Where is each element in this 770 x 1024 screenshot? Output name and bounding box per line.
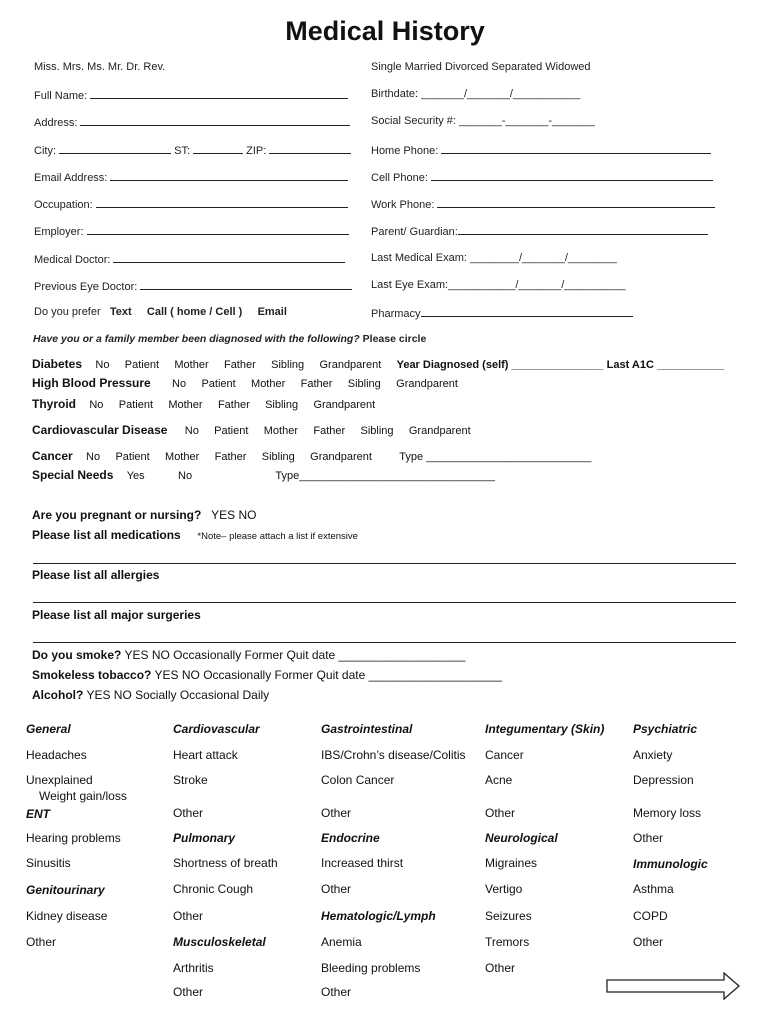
genitourinary-header: Genitourinary [26, 883, 105, 897]
pharmacy-field[interactable] [371, 306, 633, 320]
ssn-label: Social Security #: [371, 115, 456, 127]
family-history-question [33, 333, 426, 345]
option-grandparent[interactable]: Grandparent [313, 399, 376, 411]
employer-field[interactable] [34, 224, 349, 238]
last-medical-exam-blank: ________/_______/________ [470, 252, 617, 264]
item-other[interactable]: Other [26, 935, 57, 949]
prefer-label: Do you prefer [34, 306, 101, 318]
item-migraines[interactable]: Migraines [485, 856, 538, 870]
item-hearing-problems[interactable]: Hearing problems [26, 831, 121, 845]
email-line [110, 170, 348, 181]
medications-row [32, 528, 358, 542]
occupation-label: Occupation: [34, 199, 93, 211]
item-other[interactable]: Other [633, 831, 664, 845]
guardian-label: Parent/ Guardian: [371, 226, 458, 238]
birthdate-blank: _______/_______/___________ [421, 88, 581, 100]
item-anxiety[interactable]: Anxiety [633, 748, 673, 762]
tobacco-question: Smokeless tobacco? [32, 668, 152, 682]
endocrine-header: Endocrine [321, 831, 380, 845]
birthdate-label: Birthdate: [371, 88, 419, 100]
item-increased-thirst[interactable]: Increased thirst [321, 856, 404, 870]
option-grandparent[interactable]: Grandparent [310, 451, 372, 463]
cell-phone-field[interactable] [371, 170, 713, 184]
address-field[interactable] [34, 115, 350, 129]
prefer-email-option[interactable]: Email [257, 306, 287, 318]
hbp-label: High Blood Pressure [32, 376, 151, 390]
cardiovascular-disease-row[interactable] [32, 423, 483, 437]
state-line [193, 143, 243, 154]
option-patient[interactable]: Patient [118, 399, 153, 411]
option-sibling[interactable]: Sibling [261, 451, 295, 463]
city-label: City: [34, 145, 56, 157]
medications-line[interactable] [33, 563, 736, 564]
ssn-blank: _______-_______-_______ [459, 115, 595, 127]
last-a1c[interactable]: Last A1C ___________ [606, 359, 725, 371]
thyroid-label: Thyroid [32, 397, 76, 411]
special-needs-label: Special Needs [32, 468, 114, 482]
address-line [80, 115, 350, 126]
item-vertigo[interactable]: Vertigo [485, 882, 523, 896]
pulmonary-header: Pulmonary [173, 831, 236, 845]
item-sinusitis[interactable]: Sinusitis [26, 856, 71, 870]
item-chronic-cough[interactable]: Chronic Cough [173, 882, 254, 896]
medical-doctor-label: Medical Doctor: [34, 254, 111, 266]
option-grandparent[interactable]: Grandparent [319, 359, 382, 371]
medications-note: *Note– please attach a list if extensive [197, 531, 358, 542]
item-anemia[interactable]: Anemia [321, 935, 362, 949]
marital-status-options[interactable]: Single Married Divorced Separated Widowed [371, 61, 591, 73]
general-header: General [26, 722, 71, 736]
option-mother[interactable]: Mother [174, 359, 209, 371]
cancer-row[interactable] [32, 449, 603, 463]
full-name-line [90, 88, 348, 99]
item-skin-cancer[interactable]: Cancer [485, 748, 524, 762]
option-mother[interactable]: Mother [251, 378, 286, 390]
cancer-type[interactable]: Type ___________________________ [399, 451, 592, 463]
item-shortness-of-breath[interactable]: Shortness of breath [173, 856, 278, 870]
item-stroke[interactable]: Stroke [173, 773, 208, 787]
cell-phone-label: Cell Phone: [371, 172, 428, 184]
option-no[interactable]: No [86, 451, 101, 463]
option-patient[interactable]: Patient [124, 359, 160, 371]
item-ibs-crohns-colitis[interactable]: IBS/Crohn’s disease/Colitis [321, 748, 466, 762]
family-history-text: Have you or a family member been diagnosed with the following? [33, 333, 360, 345]
home-phone-line [441, 143, 711, 154]
page-title: Medical History [285, 16, 485, 46]
item-headaches[interactable]: Headaches [26, 748, 87, 762]
option-no[interactable]: No [184, 425, 199, 437]
option-patient[interactable]: Patient [201, 378, 236, 390]
city-line [59, 143, 171, 154]
city-field[interactable] [34, 143, 351, 157]
item-seizures[interactable]: Seizures [485, 909, 532, 923]
item-kidney-disease[interactable]: Kidney disease [26, 909, 108, 923]
medical-doctor-field[interactable] [34, 252, 345, 266]
last-eye-exam-label: Last Eye Exam: [371, 279, 449, 291]
option-yes[interactable]: Yes [126, 470, 145, 482]
hematologic-header: Hematologic/Lymph [321, 909, 436, 923]
allergies-question: Please list all allergies [32, 568, 160, 582]
tobacco-row[interactable] [32, 668, 502, 682]
alcohol-question: Alcohol? [32, 688, 84, 702]
prefer-call-option[interactable]: Call ( home / Cell ) [146, 306, 243, 318]
option-father[interactable]: Father [217, 399, 250, 411]
tobacco-options[interactable]: YES NO Occasionally Former Quit date ____________________ [154, 668, 503, 682]
surgeries-line[interactable] [33, 642, 736, 643]
ssn-field[interactable] [371, 115, 595, 127]
option-grandparent[interactable]: Grandparent [408, 425, 471, 437]
option-patient[interactable]: Patient [214, 425, 249, 437]
alcohol-row[interactable] [32, 688, 269, 702]
home-phone-label: Home Phone: [371, 145, 439, 157]
email-label: Email Address: [34, 172, 108, 184]
option-no[interactable]: No [89, 399, 104, 411]
psychiatric-header: Psychiatric [633, 722, 698, 736]
state-label: ST: [174, 145, 191, 157]
hbp-row[interactable] [32, 376, 470, 390]
smoke-row[interactable] [32, 648, 465, 662]
item-tremors[interactable]: Tremors [485, 935, 530, 949]
last-medical-exam-field[interactable] [371, 252, 617, 264]
contact-preference[interactable] [34, 306, 287, 318]
item-other[interactable]: Other [321, 806, 352, 820]
special-needs-type[interactable]: Type________________________________ [275, 470, 496, 482]
pregnant-question: Are you pregnant or nursing? [32, 508, 202, 522]
last-medical-exam-label: Last Medical Exam: [371, 252, 467, 264]
guardian-field[interactable] [371, 224, 708, 238]
option-sibling[interactable]: Sibling [360, 425, 394, 437]
zip-line [269, 143, 351, 154]
last-eye-exam-field[interactable] [371, 279, 625, 291]
option-sibling[interactable]: Sibling [347, 378, 381, 390]
item-other[interactable]: Other [173, 806, 204, 820]
alcohol-options[interactable]: YES NO Socially Occasional Daily [86, 688, 270, 702]
option-father[interactable]: Father [214, 451, 247, 463]
gastrointestinal-header: Gastrointestinal [321, 722, 413, 736]
home-phone-field[interactable] [371, 143, 711, 157]
option-no[interactable]: No [172, 378, 187, 390]
allergies-line[interactable] [33, 602, 736, 603]
previous-eye-doctor-line [140, 279, 352, 290]
ent-header: ENT [26, 807, 50, 821]
cardio-label: Cardiovascular Disease [32, 423, 168, 437]
option-father[interactable]: Father [313, 425, 346, 437]
occupation-line [96, 197, 348, 208]
email-field[interactable] [34, 170, 348, 184]
option-father[interactable]: Father [223, 359, 256, 371]
pregnant-row[interactable] [32, 508, 257, 522]
item-acne[interactable]: Acne [485, 773, 513, 787]
guardian-line [458, 224, 708, 235]
cancer-label: Cancer [32, 449, 73, 463]
year-diagnosed[interactable]: Year Diagnosed (self) _______________ [396, 359, 604, 371]
item-heart-attack[interactable]: Heart attack [173, 748, 238, 762]
item-weight-gain-loss[interactable]: Weight gain/loss [39, 789, 127, 803]
please-circle-text: Please circle [362, 333, 427, 345]
item-other[interactable]: Other [321, 882, 352, 896]
prefer-text-option[interactable]: Text [109, 306, 132, 318]
item-copd[interactable]: COPD [633, 909, 668, 923]
option-no[interactable]: No [178, 470, 193, 482]
option-father[interactable]: Father [300, 378, 333, 390]
medications-question: Please list all medications [32, 528, 181, 542]
zip-label: ZIP: [246, 145, 267, 157]
smoke-question: Do you smoke? [32, 648, 122, 662]
item-asthma[interactable]: Asthma [633, 882, 674, 896]
option-mother[interactable]: Mother [165, 451, 200, 463]
item-other[interactable]: Other [321, 985, 352, 999]
item-other[interactable]: Other [485, 961, 516, 975]
last-eye-exam-blank: ___________/_______/__________ [448, 279, 626, 291]
work-phone-label: Work Phone: [371, 199, 435, 211]
item-other[interactable]: Other [173, 985, 204, 999]
option-patient[interactable]: Patient [115, 451, 150, 463]
employer-line [87, 224, 349, 235]
item-other[interactable]: Other [633, 935, 664, 949]
option-mother[interactable]: Mother [168, 399, 203, 411]
item-bleeding-problems[interactable]: Bleeding problems [321, 961, 421, 975]
item-other[interactable]: Other [485, 806, 516, 820]
occupation-field[interactable] [34, 197, 348, 211]
pharmacy-line [421, 306, 633, 317]
full-name-field[interactable] [34, 88, 348, 102]
birthdate-field[interactable] [371, 88, 580, 100]
address-label: Address: [34, 117, 78, 129]
cell-phone-line [431, 170, 713, 181]
option-sibling[interactable]: Sibling [265, 399, 299, 411]
immunologic-header: Immunologic [633, 857, 708, 871]
smoke-options[interactable]: YES NO Occasionally Former Quit date ___________________ [124, 648, 466, 662]
work-phone-field[interactable] [371, 197, 715, 211]
surgeries-question: Please list all major surgeries [32, 608, 201, 622]
medical-doctor-line [113, 252, 345, 263]
previous-eye-doctor-field[interactable] [34, 279, 352, 293]
option-grandparent[interactable]: Grandparent [396, 378, 458, 390]
item-other[interactable]: Other [173, 909, 204, 923]
option-sibling[interactable]: Sibling [271, 359, 305, 371]
employer-label: Employer: [34, 226, 84, 238]
salutation-options[interactable]: Miss. Mrs. Ms. Mr. Dr. Rev. [34, 61, 166, 73]
option-mother[interactable]: Mother [263, 425, 299, 437]
item-depression[interactable]: Depression [633, 773, 694, 787]
previous-eye-doctor-label: Previous Eye Doctor: [34, 281, 138, 293]
item-colon-cancer[interactable]: Colon Cancer [321, 773, 395, 787]
pharmacy-label: Pharmacy [371, 308, 421, 320]
full-name-label: Full Name: [34, 90, 88, 102]
integumentary-header: Integumentary (Skin) [485, 722, 605, 736]
pregnant-options[interactable]: YES NO [211, 508, 257, 522]
item-arthritis[interactable]: Arthritis [173, 961, 214, 975]
cardiovascular-header: Cardiovascular [173, 722, 260, 736]
thyroid-row[interactable] [32, 397, 387, 411]
musculoskeletal-header: Musculoskeletal [173, 935, 266, 949]
item-unexplained[interactable]: Unexplained [26, 773, 93, 787]
diabetes-row[interactable] [32, 357, 724, 371]
diabetes-label: Diabetes [32, 357, 83, 371]
item-memory-loss[interactable]: Memory loss [633, 806, 702, 820]
neurological-header: Neurological [485, 831, 558, 845]
next-page-arrow-icon[interactable] [606, 972, 740, 1000]
work-phone-line [437, 197, 715, 208]
option-no[interactable]: No [95, 359, 110, 371]
special-needs-row[interactable] [32, 468, 507, 482]
